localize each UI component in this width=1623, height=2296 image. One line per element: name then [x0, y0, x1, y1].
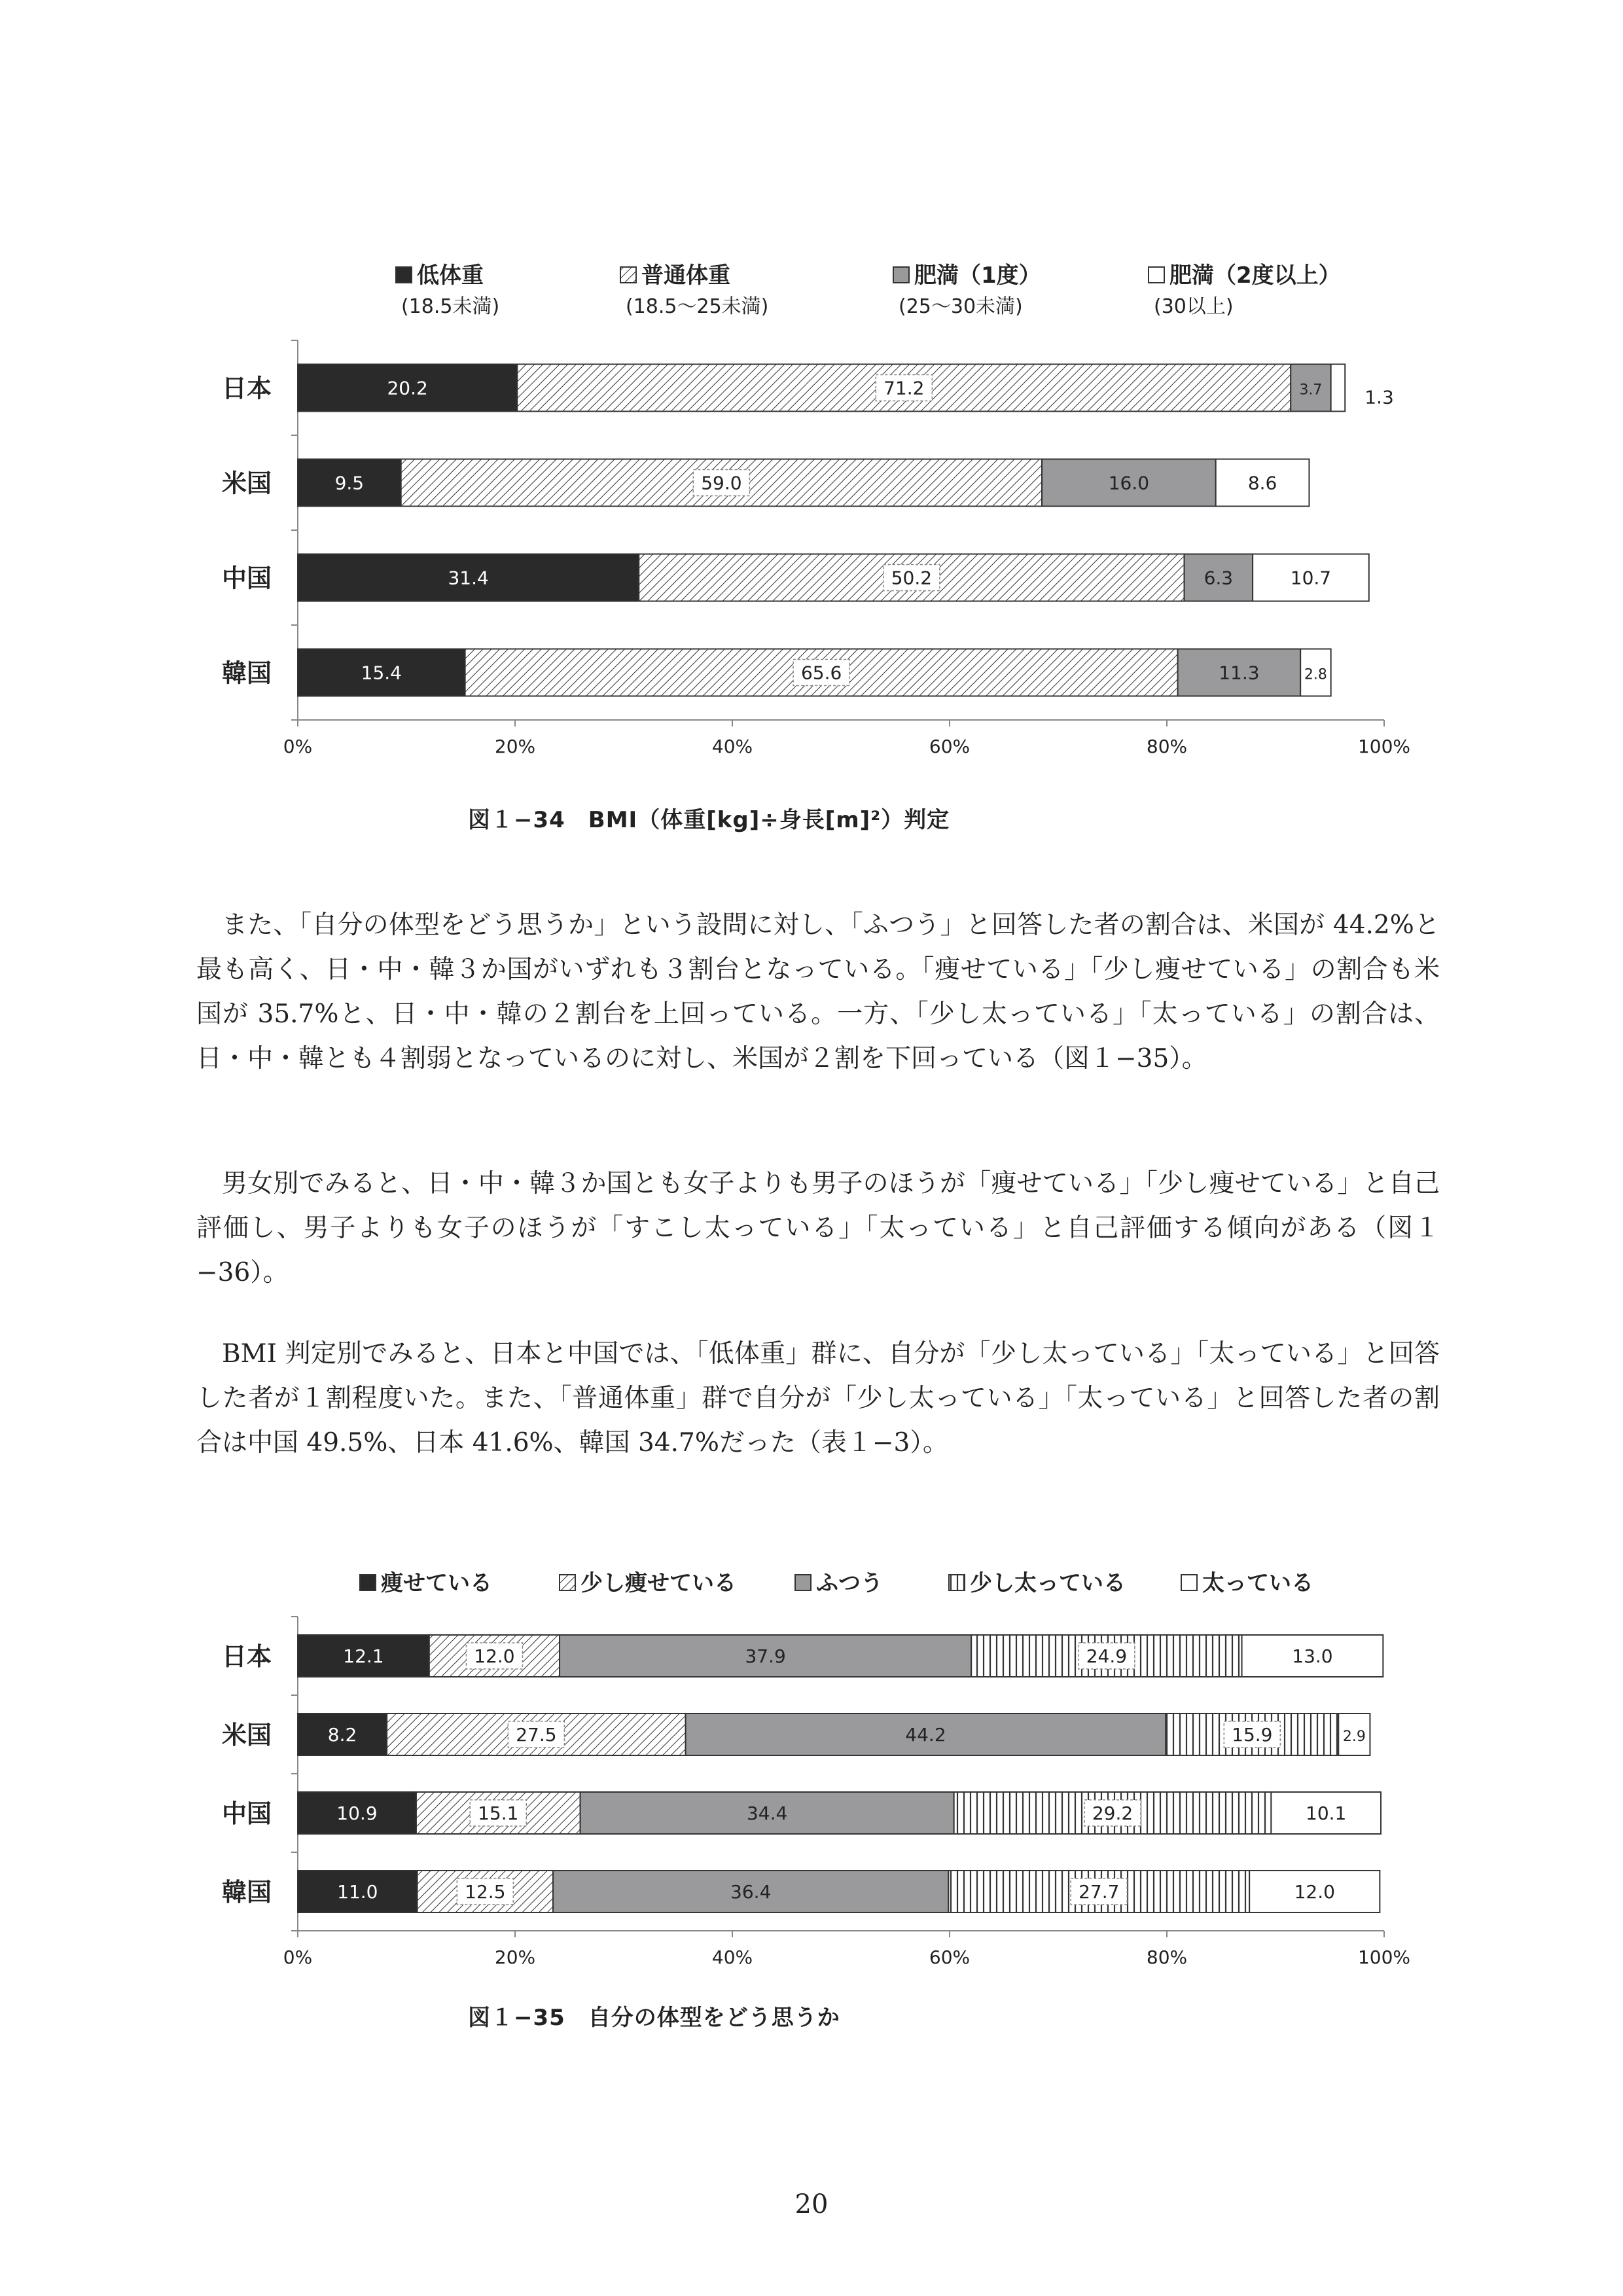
x-tick-label: 80% — [1146, 1946, 1188, 1968]
x-tick-label: 20% — [494, 736, 536, 757]
data-label: 12.0 — [474, 1645, 515, 1667]
category-label: 日本 — [221, 374, 272, 403]
x-tick-label: 100% — [1357, 736, 1411, 757]
data-label: 12.5 — [465, 1881, 506, 1903]
category-label: 韓国 — [221, 1878, 272, 1907]
x-tick-label: 40% — [711, 1946, 753, 1968]
data-label: 29.2 — [1092, 1803, 1133, 1824]
data-label: 50.2 — [891, 567, 933, 589]
legend-label-3: 少し太っている — [970, 1570, 1126, 1596]
data-label: 20.2 — [387, 377, 428, 399]
legend-label-0: 低体重 — [417, 262, 484, 289]
legend-label-1: 普通体重 — [641, 262, 730, 289]
data-label: 59.0 — [701, 472, 742, 494]
x-tick-label: 100% — [1357, 1946, 1411, 1968]
x-tick-label: 40% — [711, 736, 753, 757]
legend-swatch-4 — [1181, 1575, 1197, 1590]
legend-label-1: 少し痩せている — [580, 1570, 736, 1596]
body-image-chart — [0, 1551, 1623, 2009]
data-label: 9.5 — [334, 472, 365, 494]
data-label: 12.0 — [1294, 1881, 1335, 1903]
data-label: 15.1 — [478, 1803, 519, 1824]
data-label: 65.6 — [800, 662, 842, 684]
legend-sub-2: (25〜30未満) — [899, 295, 1023, 318]
data-label: 1.3 — [1364, 386, 1394, 408]
legend-sub-0: (18.5未満) — [401, 295, 500, 318]
legend-label-4: 太っている — [1202, 1570, 1313, 1596]
legend-swatch-1 — [560, 1575, 575, 1590]
data-label: 36.4 — [730, 1881, 772, 1903]
data-label: 8.2 — [327, 1724, 357, 1746]
legend-swatch-0 — [396, 267, 412, 283]
x-tick-label: 80% — [1146, 736, 1188, 757]
data-label: 11.0 — [337, 1881, 378, 1903]
data-label: 6.3 — [1204, 567, 1234, 589]
category-label: 米国 — [221, 1721, 272, 1749]
bmi-chart — [0, 249, 1623, 825]
data-label: 10.1 — [1306, 1803, 1347, 1824]
x-tick-label: 60% — [929, 1946, 971, 1968]
data-label: 13.0 — [1292, 1645, 1333, 1667]
legend-sub-3: (30以上) — [1154, 295, 1234, 318]
data-label: 2.8 — [1304, 666, 1327, 683]
data-label: 16.0 — [1108, 472, 1150, 494]
category-label: 日本 — [221, 1642, 272, 1671]
legend-swatch-2 — [893, 267, 909, 283]
category-label: 米国 — [221, 469, 272, 498]
legend-swatch-3 — [1149, 267, 1164, 283]
data-label: 8.6 — [1247, 472, 1277, 494]
category-label: 中国 — [221, 564, 272, 593]
paragraph-3: BMI 判定別でみると、日本と中国では、「低体重」群に、自分が「少し太っている」「太っている」と回答した者が１割程度いた。また、「普通体重」群で自分が「少し太っている」「太っている」と回答した者の割合は中国 49.5%、日本 41.6%、韓国 34.7%だった（表１−3）。 — [196, 1339, 1440, 1458]
category-label: 中国 — [221, 1799, 272, 1828]
data-label: 37.9 — [745, 1645, 786, 1667]
legend-swatch-0 — [360, 1575, 376, 1590]
legend-label-2: ふつう — [816, 1570, 883, 1596]
data-label: 34.4 — [746, 1803, 788, 1824]
data-label: 11.3 — [1219, 662, 1260, 684]
data-label: 71.2 — [883, 377, 925, 399]
x-tick-label: 20% — [494, 1946, 536, 1968]
data-label: 15.4 — [361, 662, 402, 684]
legend-swatch-2 — [795, 1575, 811, 1590]
body-image-chart-caption: 図１−35 自分の体型をどう思うか — [468, 2005, 840, 2031]
legend-label-3: 肥満（2度以上） — [1169, 262, 1341, 289]
data-label: 27.7 — [1079, 1881, 1120, 1903]
legend-sub-1: (18.5〜25未満) — [626, 295, 769, 318]
legend-label-2: 肥満（1度） — [914, 262, 1041, 289]
data-label: 44.2 — [905, 1724, 946, 1746]
data-label: 12.1 — [343, 1645, 384, 1667]
x-tick-label: 60% — [929, 736, 971, 757]
data-label: 3.7 — [1299, 382, 1323, 399]
legend-swatch-1 — [620, 267, 636, 283]
data-label: 2.9 — [1342, 1729, 1366, 1745]
bar-segment — [1331, 365, 1346, 412]
bmi-chart-caption: 図１−34 BMI（体重[kg]÷身長[m]²）判定 — [468, 807, 950, 833]
data-label: 31.4 — [448, 567, 489, 589]
data-label: 27.5 — [516, 1724, 557, 1746]
x-tick-label: 0% — [283, 736, 313, 757]
category-label: 韓国 — [221, 658, 272, 688]
paragraph-2: 男女別でみると、日・中・韓３か国とも女子よりも男子のほうが「痩せている」「少し痩せている」と自己評価し、男子よりも女子のほうが「すこし太っている」「太っている」と自己評価する傾向がある（図１−36）。 — [196, 1169, 1440, 1287]
legend-label-0: 痩せている — [381, 1570, 492, 1596]
x-tick-label: 0% — [283, 1946, 313, 1968]
data-label: 10.9 — [336, 1803, 378, 1824]
data-label: 24.9 — [1086, 1645, 1128, 1667]
data-label: 10.7 — [1290, 567, 1332, 589]
legend-swatch-3 — [949, 1575, 965, 1590]
data-label: 15.9 — [1232, 1724, 1273, 1746]
paragraph-1: また、「自分の体型をどう思うか」という設問に対し、「ふつう」と回答した者の割合は、米国が 44.2%と最も高く、日・中・韓３か国がいずれも３割台となっている。「痩せている」「少し痩せている」の割合も米国が 35.7%と、日・中・韓の２割台を上回っている。一方、「少し太っている」「太っている」の割合は、日・中・韓とも４割弱となっているのに対し、米国が２割を下回っている（図１−35）。 — [196, 910, 1440, 1073]
page-number: 20 — [794, 2189, 829, 2219]
